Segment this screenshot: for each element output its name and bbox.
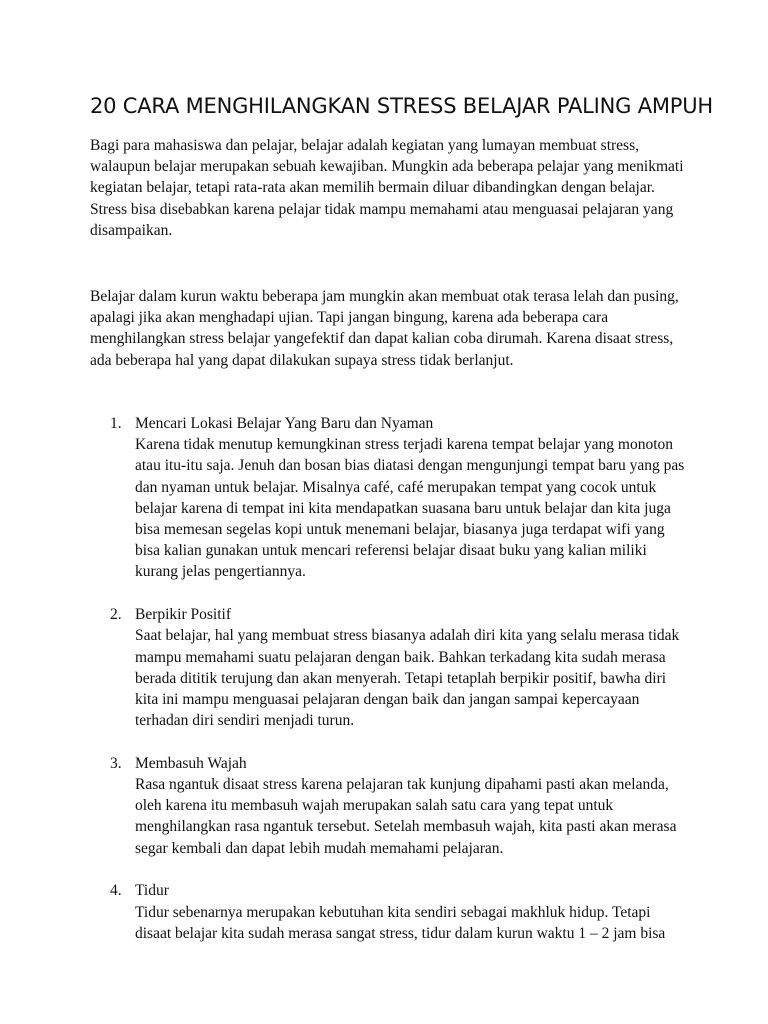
list-item-number: 4.: [110, 882, 122, 900]
list-item: [110, 880, 690, 944]
list-item: [110, 753, 690, 859]
list-item: [110, 604, 690, 731]
list-item-number: 3.: [110, 754, 122, 772]
list-item-body: Karena tidak menutup kemungkinan stress terjadi karena tempat belajar yang monoton atau itu-itu saja. Jenuh dan bosan bias diatasi dengan mengunjungi tempat baru yang pas dan nyaman untuk belajar. Misalnya café, café merupakan tempat yang cocok untuk belajar karena di tempat ini kita mendapatkan suasana baru untuk belajar dan kita juga bisa memesan segelas kopi untuk menemani belajar, biasanya juga terdapat wifi yang bisa kalian gunakan untuk mencari referensi belajar disaat buku yang kalian miliki kurang jelas pengertiannya.: [135, 436, 685, 581]
list-item-heading: Tidur: [135, 882, 169, 900]
list-item-body: Tidur sebenarnya merupakan kebutuhan kita sendiri sebagai makhluk hidup. Tetapi disaat belajar kita sudah merasa sangat stress, tidur dalam kurun waktu 1 – 2 jam bisa: [135, 903, 666, 942]
list-item-heading: Membasuh Wajah: [135, 754, 247, 772]
list-item-number: 1.: [110, 415, 122, 432]
tips-list: [110, 413, 690, 965]
list-item-heading: Berpikir Positif: [135, 606, 232, 624]
list-item-body: Saat belajar, hal yang membuat stress biasanya adalah diri kita yang selalu merasa tidak mampu memahami suatu pelajaran dengan baik. Bahkan terkadang kita sudah merasa berada dititik terujung dan akan menyerah. Tetapi tetaplah berpikir positif, bawha diri kita ini mampu menguasai pelajaran dengan baik dan jangan sampai kepercayaan terhadan diri sendiri menjadi turun.: [135, 627, 680, 730]
intro-paragraph: Bagi para mahasiswa dan pelajar, belajar adalah kegiatan yang lumayan membuat stress, walaupun belajar merupakan sebuah kewajiban. Mungkin ada beberapa pelajar yang menikmati kegiatan belajar, tetapi rata-rata akan memilih bermain diluar dibandingkan dengan belajar. Stress bisa disebabkan karena pelajar tidak mampu memahami atau menguasai pelajaran yang disampaikan.: [90, 137, 684, 239]
list-item-body: Rasa ngantuk disaat stress karena pelajaran tak kunjung dipahami pasti akan melanda, oleh karena itu membasuh wajah merupakan salah satu cara yang tepat untuk menghilangkan rasa ngantuk tersebut. Setelah membasuh wajah, kita pasti akan merasa segar kembali dan dapat lebih mudah memahami pelajaran.: [135, 776, 677, 857]
second-paragraph: Belajar dalam kurun waktu beberapa jam mungkin akan membuat otak terasa lelah dan pusing, apalagi jika akan menghadapi ujian. Tapi jangan bingung, karena ada beberapa cara menghilangkan stress belajar yangefektif dan dapat kalian coba dirumah. Karena disaat stress, ada beberapa hal yang dapat dilakukan supaya stress tidak berlanjut.: [90, 288, 679, 369]
list-item: [110, 413, 690, 583]
list-item-number: 2.: [110, 606, 122, 624]
list-item-heading: Mencari Lokasi Belajar Yang Baru dan Nyaman: [135, 415, 434, 432]
document-title: 20 CARA MENGHILANGKAN STRESS BELAJAR PALING AMPUH: [90, 94, 714, 118]
